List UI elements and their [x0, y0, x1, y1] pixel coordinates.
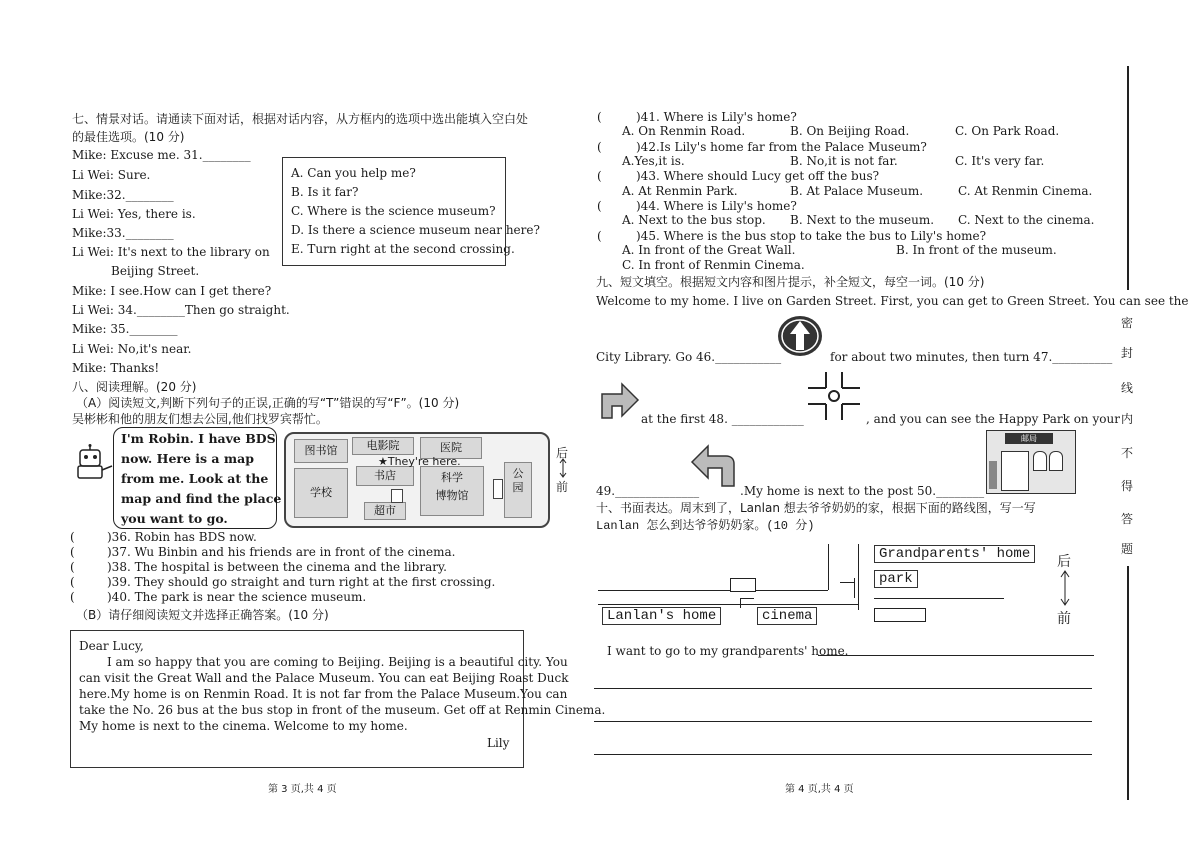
up-down-arrow-icon: [1058, 570, 1072, 606]
mc-option: B. On Beijing Road.: [790, 124, 910, 138]
map-building: [391, 489, 403, 503]
route-arrow-line: [840, 582, 854, 583]
dialogue-line: Li Wei: It's next to the library on: [72, 245, 270, 259]
tf-paren: (: [70, 530, 75, 544]
mc-option: A.Yes,it is.: [622, 154, 685, 168]
cinema-label: cinema: [757, 607, 817, 625]
map-supermarket: 超市: [364, 502, 406, 520]
mc-question: )44. Where is Lily's home?: [636, 199, 797, 213]
mc-option: B. Next to the museum.: [790, 213, 935, 227]
mc-option: A. On Renmin Road.: [622, 124, 746, 138]
turn-right-icon: [596, 372, 642, 422]
mc-paren: (: [597, 229, 602, 243]
mc-option: B. At Palace Museum.: [790, 184, 924, 198]
writing-line: [594, 754, 1092, 755]
post-office-sign: 邮局: [1005, 433, 1053, 444]
dialogue-line: Li Wei: 34.________Then go straight.: [72, 303, 290, 317]
seal-line: [1127, 566, 1129, 800]
seal-char: 内: [1121, 412, 1134, 426]
turn-left-icon: [688, 440, 740, 490]
passage-line-1: Welcome to my home. I live on Garden Street. First, you can get to Green Street. You can see the: [596, 294, 1189, 308]
mc-paren: (: [597, 169, 602, 183]
route-front-label: 前: [1057, 611, 1071, 627]
tf-paren: (: [70, 590, 75, 604]
page-footer-3: 第 3 页,共 4 页: [268, 784, 337, 795]
tf-paren: (: [70, 560, 75, 574]
map-science-museum: 科学 博物馆: [420, 466, 484, 516]
seal-char: 线: [1121, 381, 1134, 395]
mc-paren: (: [597, 110, 602, 124]
dialogue-line: Mike: Excuse me. 31.________: [72, 148, 251, 162]
tf-paren: (: [70, 575, 75, 589]
passage-line-4a: 49.______________: [596, 484, 700, 498]
section-7-title: 七、情景对话。请通读下面对话，根据对话内容，从方框内的选项中选出能填入空白处: [72, 112, 529, 126]
section-8-title: 八、阅读理解。(20 分): [72, 380, 197, 394]
map-bookstore: 书店: [356, 466, 414, 486]
seal-line: [1127, 66, 1129, 290]
mc-option: A. At Renmin Park.: [622, 184, 738, 198]
grandparents-home-label: Grandparents' home: [874, 545, 1035, 563]
map-building: [493, 479, 503, 499]
mc-paren: (: [597, 199, 602, 213]
section-10-title: 十、书面表达。周末到了，Lanlan 想去爷爷奶奶的家，根据下面的路线图，写一写: [596, 501, 1036, 515]
dialogue-line: Li Wei: Sure.: [72, 168, 151, 182]
road-line: [598, 604, 858, 605]
map-cinema: 电影院: [352, 437, 414, 455]
letter-line: My home is next to the cinema. Welcome to my home.: [79, 719, 408, 733]
map-here-marker: ★They're here.: [378, 455, 461, 468]
options-box: [282, 157, 540, 266]
city-map: [284, 432, 550, 528]
mc-paren: (: [597, 140, 602, 154]
robin-line: now. Here is a map: [121, 451, 254, 466]
writing-line: [818, 655, 1094, 656]
section-8a-intro: 吴彬彬和他的朋友们想去公园,他们找罗宾帮忙。: [72, 412, 328, 426]
passage-line-3b: , and you can see the Happy Park on your: [866, 412, 1120, 426]
dialogue-line: Li Wei: Yes, there is.: [72, 207, 196, 221]
section-9-title: 九、短文填空。根据短文内容和图片提示，补全短文，每空一词。(10 分): [596, 275, 985, 289]
tf-item: )40. The park is near the science museum.: [107, 590, 367, 604]
tf-item: )38. The hospital is between the cinema and the library.: [107, 560, 447, 574]
post-office-window: [1049, 451, 1063, 471]
route-arrow-line: [740, 598, 754, 599]
option-b: B. Is it far?: [291, 185, 359, 199]
letter-signature: Lily: [487, 736, 510, 750]
mc-option: A. In front of the Great Wall.: [622, 243, 796, 257]
post-box: [989, 461, 997, 489]
robin-line: from me. Look at the: [121, 471, 269, 486]
road-line: [598, 590, 828, 591]
mc-option: B. In front of the museum.: [896, 243, 1057, 257]
tf-item: )37. Wu Binbin and his friends are in front of the cinema.: [107, 545, 456, 559]
letter-line: take the No. 26 bus at the bus stop in front of the museum. Get off at Renmin Cinema.: [79, 703, 606, 717]
road-line: [828, 544, 829, 590]
option-d: D. Is there a science museum near here?: [291, 223, 540, 237]
writing-start: I want to go to my grandparents' home.: [607, 644, 849, 658]
map-library: 图书馆: [294, 439, 348, 463]
direction-back-label: 后: [556, 446, 569, 460]
page-footer-4: 第 4 页,共 4 页: [785, 784, 854, 795]
crossing-icon: [806, 370, 862, 422]
dialogue-line: Li Wei: No,it's near.: [72, 342, 192, 356]
mc-question: )45. Where is the bus stop to take the bus to Lily's home?: [636, 229, 987, 243]
up-down-arrow-icon: [557, 458, 569, 478]
mc-question: )42.Is Lily's home far from the Palace Museum?: [636, 140, 927, 154]
route-building: [730, 578, 756, 592]
section-8b-title: （B）请仔细阅读短文并选择正确答案。(10 分): [76, 608, 329, 622]
route-building: [874, 608, 926, 622]
map-hospital: 医院: [420, 437, 482, 459]
robin-line: you want to go.: [121, 511, 228, 526]
letter-line: I am so happy that you are coming to Beijing. Beijing is a beautiful city. You: [107, 655, 568, 669]
road-line: [858, 544, 859, 610]
mc-question: )43. Where should Lucy get off the bus?: [636, 169, 880, 183]
option-a: A. Can you help me?: [291, 166, 416, 180]
map-park: 公 园: [504, 462, 532, 518]
mc-question: )41. Where is Lily's home?: [636, 110, 797, 124]
robot-icon: [70, 444, 114, 484]
seal-char: 得: [1121, 479, 1134, 493]
letter-greeting: Dear Lucy,: [79, 639, 144, 653]
route-arrow-line: [854, 578, 855, 598]
mc-option: C. Next to the cinema.: [958, 213, 1095, 227]
mc-option: C. On Park Road.: [955, 124, 1060, 138]
mc-option: C. In front of Renmin Cinema.: [622, 258, 805, 272]
seal-char: 密: [1121, 316, 1134, 330]
letter-line: can visit the Great Wall and the Palace Museum. You can eat Beijing Roast Duck: [79, 671, 569, 685]
passage-line-3a: at the first 48. ____________: [641, 412, 804, 426]
route-arrow-line: [740, 598, 741, 608]
passage-line-2b: for about two minutes, then turn 47.__________: [830, 350, 1113, 364]
lanlan-home-label: Lanlan's home: [602, 607, 721, 625]
passage-line-4b: .My home is next to the post 50.________: [740, 484, 985, 498]
park-label: park: [874, 570, 918, 588]
robin-line: I'm Robin. I have BDS: [121, 431, 276, 446]
go-straight-icon: [776, 314, 824, 358]
robin-speech-bubble: [113, 427, 282, 529]
section-7-title-cont: 的最佳选项。(10 分): [72, 130, 185, 144]
seal-char: 答: [1121, 512, 1134, 526]
dialogue-line: Mike: I see.How can I get there?: [72, 284, 272, 298]
mc-option: A. Next to the bus stop.: [622, 213, 766, 227]
dialogue-line: Mike: 35.________: [72, 322, 178, 336]
post-office-window: [1033, 451, 1047, 471]
passage-line-2a: City Library. Go 46.___________: [596, 350, 782, 364]
dialogue-line: Beijing Street.: [111, 264, 200, 278]
mc-option: C. It's very far.: [955, 154, 1045, 168]
tf-item: )39. They should go straight and turn right at the first crossing.: [107, 575, 496, 589]
dialogue-line: Mike:32.________: [72, 188, 174, 202]
route-back-label: 后: [1057, 554, 1071, 570]
section-8a-title: （A）阅读短文,判断下列句子的正误,正确的写“T”错误的写“F”。(10 分): [76, 396, 460, 410]
writing-line: [594, 688, 1092, 689]
letter-box: [70, 630, 606, 768]
road-line: [874, 598, 1004, 599]
option-c: C. Where is the science museum?: [291, 204, 496, 218]
seal-char: 题: [1121, 542, 1134, 556]
dialogue-line: Mike: Thanks!: [72, 361, 160, 375]
section-10-title-cont: Lanlan 怎么到达爷爷奶奶家。(10 分): [596, 519, 815, 533]
letter-line: here.My home is on Renmin Road. It is not far from the Palace Museum.You can: [79, 687, 568, 701]
direction-front-label: 前: [556, 480, 569, 494]
option-e: E. Turn right at the second crossing.: [291, 242, 515, 256]
post-office-picture: [986, 430, 1076, 494]
seal-char: 封: [1121, 346, 1134, 360]
tf-item: )36. Robin has BDS now.: [107, 530, 257, 544]
mc-option: B. No,it is not far.: [790, 154, 898, 168]
post-office-door: [1001, 451, 1029, 491]
mc-option: C. At Renmin Cinema.: [958, 184, 1093, 198]
writing-line: [594, 721, 1092, 722]
dialogue-line: Mike:33.________: [72, 226, 174, 240]
robin-line: map and find the place: [121, 491, 282, 506]
seal-char: 不: [1121, 446, 1134, 460]
map-school: 学校: [294, 468, 348, 518]
tf-paren: (: [70, 545, 75, 559]
